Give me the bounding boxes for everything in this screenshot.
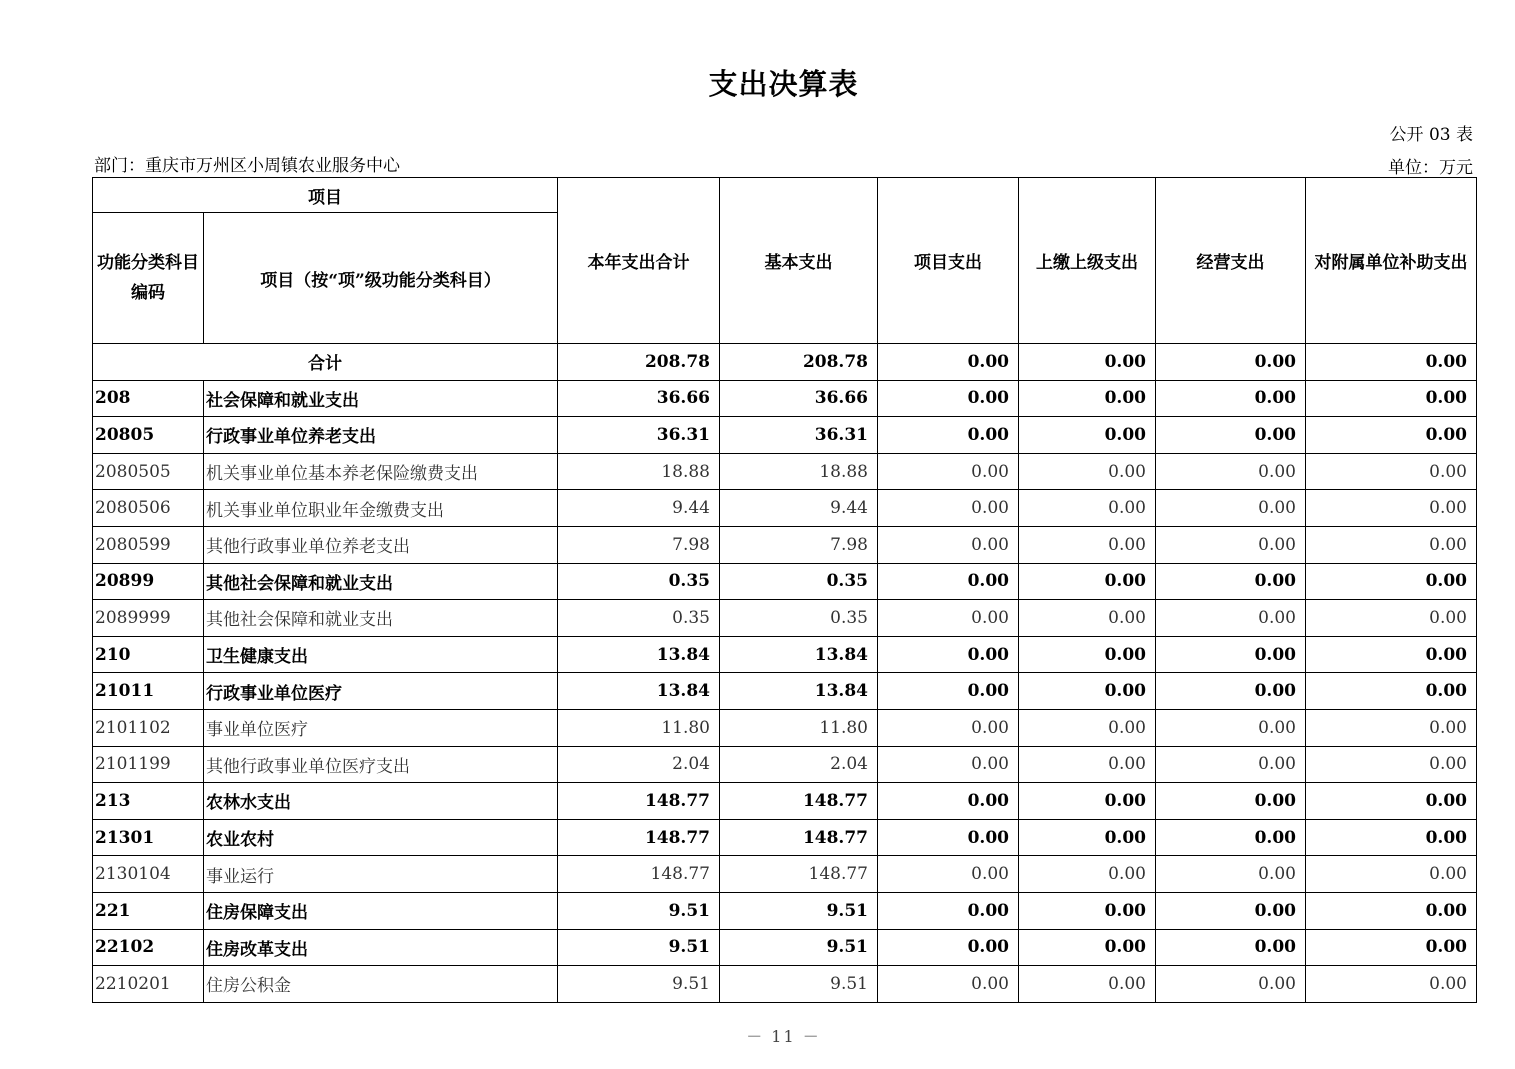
header-code: 功能分类科目编码	[93, 213, 204, 344]
total-value: 208.78	[558, 344, 720, 381]
row-value: 0.00	[1019, 490, 1156, 527]
row-value: 148.77	[558, 783, 720, 820]
row-value: 13.84	[720, 673, 878, 710]
row-value: 0.00	[1156, 453, 1306, 490]
row-value: 0.00	[1019, 526, 1156, 563]
row-value: 13.84	[558, 673, 720, 710]
total-value: 208.78	[720, 344, 878, 381]
row-name: 机关事业单位基本养老保险缴费支出	[204, 453, 558, 490]
row-value: 0.00	[878, 783, 1019, 820]
row-value: 9.44	[720, 490, 878, 527]
table-row	[93, 746, 1477, 783]
row-value: 7.98	[720, 526, 878, 563]
row-value: 0.00	[1156, 673, 1306, 710]
row-value: 9.44	[558, 490, 720, 527]
expenditure-table	[92, 177, 1477, 1003]
row-value: 0.00	[1019, 417, 1156, 454]
form-number: 公开 03 表	[1389, 125, 1473, 145]
row-value: 0.00	[1306, 563, 1477, 600]
table-row	[93, 417, 1477, 454]
row-value: 0.35	[720, 563, 878, 600]
header-name: 项目（按“项”级功能分类科目）	[204, 213, 558, 344]
row-name: 行政事业单位养老支出	[204, 417, 558, 454]
table-row	[93, 600, 1477, 637]
row-code: 2080505	[93, 453, 204, 490]
row-value: 18.88	[720, 453, 878, 490]
row-value: 0.00	[1156, 709, 1306, 746]
row-code: 2101199	[93, 746, 204, 783]
row-value: 0.00	[1019, 380, 1156, 417]
row-code: 2080599	[93, 526, 204, 563]
row-value: 9.51	[558, 892, 720, 929]
row-value: 0.00	[878, 380, 1019, 417]
row-value: 9.51	[720, 892, 878, 929]
row-value: 0.00	[878, 746, 1019, 783]
row-value: 2.04	[720, 746, 878, 783]
table-row	[93, 709, 1477, 746]
page-number: － 11 －	[746, 1027, 821, 1046]
row-value: 18.88	[558, 453, 720, 490]
row-code: 22102	[93, 929, 204, 966]
row-value: 0.00	[1306, 929, 1477, 966]
table-row	[93, 380, 1477, 417]
table-row	[93, 856, 1477, 893]
row-value: 0.00	[1019, 563, 1156, 600]
row-value: 0.00	[878, 892, 1019, 929]
row-value: 0.00	[878, 563, 1019, 600]
row-value: 0.00	[1306, 856, 1477, 893]
row-code: 213	[93, 783, 204, 820]
header-col-basic: 基本支出	[720, 178, 878, 344]
row-name: 农林水支出	[204, 783, 558, 820]
total-value: 0.00	[1306, 344, 1477, 381]
row-value: 7.98	[558, 526, 720, 563]
table-row	[93, 929, 1477, 966]
row-value: 36.66	[720, 380, 878, 417]
row-value: 0.00	[878, 709, 1019, 746]
row-value: 0.00	[1306, 892, 1477, 929]
row-value: 36.31	[558, 417, 720, 454]
department-label: 部门：重庆市万州区小周镇农业服务中心	[94, 156, 400, 176]
row-value: 0.00	[1019, 892, 1156, 929]
row-name: 其他行政事业单位医疗支出	[204, 746, 558, 783]
row-value: 0.00	[1019, 819, 1156, 856]
row-name: 卫生健康支出	[204, 636, 558, 673]
table-row	[93, 526, 1477, 563]
row-value: 0.00	[878, 600, 1019, 637]
row-value: 0.00	[1019, 746, 1156, 783]
row-value: 0.00	[1306, 709, 1477, 746]
header-col-project: 项目支出	[878, 178, 1019, 344]
row-code: 208	[93, 380, 204, 417]
row-code: 2080506	[93, 490, 204, 527]
row-value: 0.00	[1306, 417, 1477, 454]
row-code: 2089999	[93, 600, 204, 637]
total-value: 0.00	[1156, 344, 1306, 381]
row-value: 0.00	[1156, 929, 1306, 966]
row-value: 0.00	[878, 636, 1019, 673]
row-value: 0.00	[1306, 673, 1477, 710]
row-value: 0.00	[1019, 600, 1156, 637]
row-value: 0.00	[1019, 856, 1156, 893]
row-value: 0.00	[1156, 490, 1306, 527]
table-row	[93, 892, 1477, 929]
row-value: 0.00	[1306, 746, 1477, 783]
row-name: 农业农村	[204, 819, 558, 856]
row-value: 0.00	[1306, 453, 1477, 490]
row-name: 其他社会保障和就业支出	[204, 563, 558, 600]
row-value: 0.00	[878, 819, 1019, 856]
row-value: 0.00	[1019, 929, 1156, 966]
row-value: 0.00	[878, 966, 1019, 1003]
row-code: 2130104	[93, 856, 204, 893]
row-code: 221	[93, 892, 204, 929]
row-value: 0.00	[1306, 526, 1477, 563]
row-value: 148.77	[558, 856, 720, 893]
row-value: 0.00	[1156, 526, 1306, 563]
row-value: 0.00	[1019, 709, 1156, 746]
row-value: 0.00	[878, 453, 1019, 490]
row-name: 住房公积金	[204, 966, 558, 1003]
row-value: 0.00	[1156, 380, 1306, 417]
row-value: 0.00	[1156, 746, 1306, 783]
row-value: 0.35	[558, 600, 720, 637]
row-value: 13.84	[558, 636, 720, 673]
row-value: 0.00	[1019, 453, 1156, 490]
row-value: 0.00	[1156, 966, 1306, 1003]
row-value: 0.35	[558, 563, 720, 600]
row-name: 社会保障和就业支出	[204, 380, 558, 417]
row-value: 11.80	[720, 709, 878, 746]
row-name: 其他行政事业单位养老支出	[204, 526, 558, 563]
row-value: 148.77	[558, 819, 720, 856]
row-code: 20899	[93, 563, 204, 600]
row-value: 13.84	[720, 636, 878, 673]
row-code: 21301	[93, 819, 204, 856]
row-value: 9.51	[558, 929, 720, 966]
row-value: 2.04	[558, 746, 720, 783]
total-value: 0.00	[878, 344, 1019, 381]
row-name: 住房改革支出	[204, 929, 558, 966]
row-code: 20805	[93, 417, 204, 454]
row-value: 0.00	[1306, 490, 1477, 527]
table-row	[93, 636, 1477, 673]
row-code: 2210201	[93, 966, 204, 1003]
total-value: 0.00	[1019, 344, 1156, 381]
table-body	[93, 344, 1477, 1003]
row-value: 0.00	[1156, 856, 1306, 893]
row-value: 148.77	[720, 819, 878, 856]
row-value: 0.00	[1306, 966, 1477, 1003]
header-item: 项目	[93, 178, 558, 213]
header-col-business: 经营支出	[1156, 178, 1306, 344]
row-value: 11.80	[558, 709, 720, 746]
row-value: 0.35	[720, 600, 878, 637]
row-code: 2101102	[93, 709, 204, 746]
row-value: 36.66	[558, 380, 720, 417]
table-row	[93, 783, 1477, 820]
table-row	[93, 673, 1477, 710]
row-value: 0.00	[1156, 819, 1306, 856]
row-value: 0.00	[878, 673, 1019, 710]
row-value: 36.31	[720, 417, 878, 454]
row-value: 148.77	[720, 856, 878, 893]
row-value: 0.00	[878, 526, 1019, 563]
row-value: 0.00	[1156, 636, 1306, 673]
row-code: 21011	[93, 673, 204, 710]
table-row	[93, 490, 1477, 527]
row-value: 0.00	[1306, 819, 1477, 856]
row-value: 0.00	[878, 929, 1019, 966]
row-code: 210	[93, 636, 204, 673]
header-col-total: 本年支出合计	[558, 178, 720, 344]
row-value: 9.51	[558, 966, 720, 1003]
row-value: 0.00	[1156, 783, 1306, 820]
table-row	[93, 453, 1477, 490]
row-value: 0.00	[1019, 636, 1156, 673]
row-value: 0.00	[1306, 600, 1477, 637]
row-value: 0.00	[1019, 966, 1156, 1003]
table-row	[93, 966, 1477, 1003]
row-value: 0.00	[1156, 892, 1306, 929]
row-name: 其他社会保障和就业支出	[204, 600, 558, 637]
unit-label: 单位：万元	[1388, 158, 1473, 178]
row-value: 0.00	[1306, 636, 1477, 673]
table-row	[93, 819, 1477, 856]
row-name: 机关事业单位职业年金缴费支出	[204, 490, 558, 527]
row-value: 0.00	[1156, 417, 1306, 454]
row-name: 事业单位医疗	[204, 709, 558, 746]
row-name: 住房保障支出	[204, 892, 558, 929]
row-value: 9.51	[720, 929, 878, 966]
row-value: 0.00	[1156, 600, 1306, 637]
row-value: 0.00	[1019, 673, 1156, 710]
row-value: 0.00	[1019, 783, 1156, 820]
row-value: 0.00	[1156, 563, 1306, 600]
row-value: 9.51	[720, 966, 878, 1003]
row-name: 行政事业单位医疗	[204, 673, 558, 710]
page-title: 支出决算表	[708, 67, 859, 101]
row-value: 148.77	[720, 783, 878, 820]
row-value: 0.00	[878, 417, 1019, 454]
row-value: 0.00	[1306, 783, 1477, 820]
row-name: 事业运行	[204, 856, 558, 893]
header-col-remit: 上缴上级支出	[1019, 178, 1156, 344]
row-value: 0.00	[878, 490, 1019, 527]
row-value: 0.00	[878, 856, 1019, 893]
header-col-subsidy: 对附属单位补助支出	[1306, 178, 1477, 344]
total-row	[93, 344, 1477, 381]
total-label: 合计	[93, 344, 558, 381]
row-value: 0.00	[1306, 380, 1477, 417]
table-row	[93, 563, 1477, 600]
